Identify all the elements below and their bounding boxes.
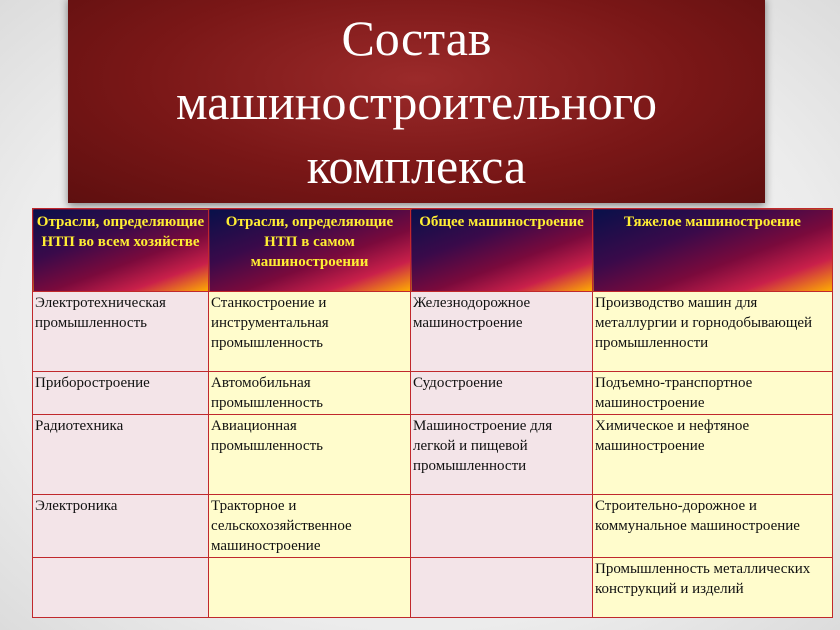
table-cell: Электротехническая промышленность bbox=[33, 292, 209, 372]
table-header-row bbox=[33, 209, 833, 292]
table-cell: Производство машин для металлургии и горнодобывающей промышленности bbox=[593, 292, 833, 372]
column-header: Тяжелое машиностроение bbox=[593, 209, 833, 292]
table-cell bbox=[209, 558, 411, 618]
table-cell: Железнодорожное машиностроение bbox=[411, 292, 593, 372]
table-cell: Электроника bbox=[33, 495, 209, 558]
title-line: машиностроительного bbox=[176, 73, 657, 130]
slide-title bbox=[176, 6, 657, 198]
table-row bbox=[33, 558, 833, 618]
table-cell: Промышленность металлических конструкций и изделий bbox=[593, 558, 833, 618]
column-header: Общее машиностроение bbox=[411, 209, 593, 292]
table-cell bbox=[411, 558, 593, 618]
industry-table bbox=[32, 208, 833, 618]
table-cell: Строительно-дорожное и коммунальное машиностроение bbox=[593, 495, 833, 558]
table-cell: Судостроение bbox=[411, 372, 593, 415]
table-cell: Тракторное и сельскохозяйственное машиностроение bbox=[209, 495, 411, 558]
table-cell bbox=[33, 558, 209, 618]
title-line: комплекса bbox=[306, 137, 527, 194]
table-cell: Автомобильная промышленность bbox=[209, 372, 411, 415]
table-row bbox=[33, 372, 833, 415]
table-cell: Машиностроение для легкой и пищевой промышленности bbox=[411, 415, 593, 495]
table-row bbox=[33, 292, 833, 372]
table-row bbox=[33, 495, 833, 558]
title-banner bbox=[68, 0, 765, 203]
table-cell: Авиационная промышленность bbox=[209, 415, 411, 495]
table-cell bbox=[411, 495, 593, 558]
title-line: Состав bbox=[341, 9, 492, 66]
table-cell: Радиотехника bbox=[33, 415, 209, 495]
table-cell: Приборостроение bbox=[33, 372, 209, 415]
column-header: Отрасли, определяющие НТП в самом машиностроении bbox=[209, 209, 411, 292]
table-row bbox=[33, 415, 833, 495]
table-cell: Подъемно-транспортное машиностроение bbox=[593, 372, 833, 415]
column-header: Отрасли, определяющие НТП во всем хозяйстве bbox=[33, 209, 209, 292]
table-cell: Химическое и нефтяное машиностроение bbox=[593, 415, 833, 495]
table-cell: Станкостроение и инструментальная промышленность bbox=[209, 292, 411, 372]
